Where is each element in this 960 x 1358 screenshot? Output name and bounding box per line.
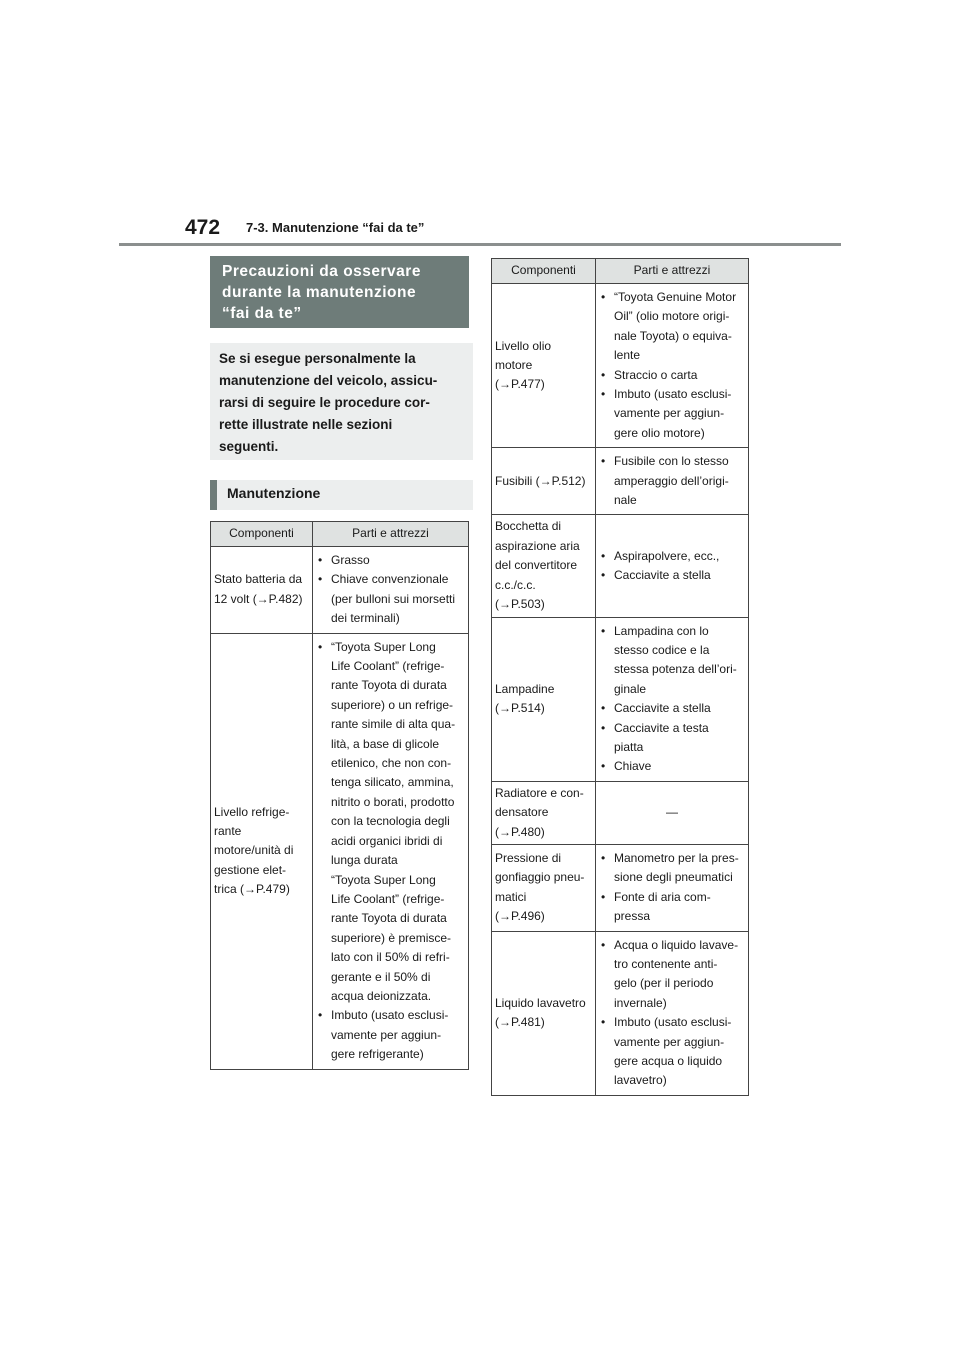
section-heading-line: “fai da te” — [222, 305, 302, 322]
parts-cell — [313, 547, 469, 634]
header-componenti: Componenti — [211, 522, 313, 547]
parts-line: amperaggio dell’origi- — [614, 473, 729, 488]
parts-line: Cacciavite a testa — [614, 720, 709, 735]
component-line: densatore — [495, 805, 549, 820]
component-line: motore — [495, 357, 533, 372]
table-header-row — [211, 522, 469, 547]
component-line: rante — [214, 823, 242, 838]
parts-line: Manometro per la pres- — [614, 850, 739, 865]
parts-item — [601, 622, 745, 700]
parts-line: lato con il 50% di refri- — [331, 950, 450, 965]
parts-line: lunga durata — [331, 853, 398, 868]
header-rule — [119, 243, 841, 246]
parts-line: Cacciavite a stella — [614, 701, 711, 716]
parts-line: gere acqua o liquido — [614, 1054, 723, 1069]
component-line: Livello olio — [495, 338, 552, 353]
parts-line: nale Toyota) o equiva- — [614, 328, 732, 343]
component-line: Fusibili (→P.512) — [495, 473, 586, 488]
component-line: Radiatore e con- — [495, 785, 584, 800]
parts-line: Chiave — [614, 759, 652, 774]
parts-line: superiore) o un refrige- — [331, 697, 454, 712]
parts-line: Imbuto (usato esclusi- — [331, 1008, 449, 1023]
component-cell — [492, 781, 596, 844]
component-cell — [492, 844, 596, 931]
component-line: (→P.514) — [495, 701, 545, 716]
parts-line: gelo (per il periodo — [614, 976, 714, 991]
parts-line: Acqua o liquido lavave- — [614, 937, 739, 952]
section-heading-line: durante la manutenzione — [222, 284, 417, 301]
parts-item — [601, 849, 745, 888]
parts-item — [601, 699, 745, 718]
parts-line: vamente per aggiun- — [614, 1034, 725, 1049]
parts-cell — [313, 633, 469, 1069]
parts-line: Life Coolant” (refrige- — [331, 659, 445, 674]
parts-list — [601, 288, 745, 443]
parts-line: Fonte di aria com- — [614, 889, 711, 904]
parts-cell — [596, 931, 749, 1095]
intro-line: seguenti. — [219, 439, 279, 454]
component-line: Liquido lavavetro — [495, 995, 586, 1010]
table-row — [492, 844, 749, 931]
parts-cell — [596, 617, 749, 781]
parts-line: Grasso — [331, 553, 370, 567]
parts-item — [318, 570, 465, 628]
component-line: (→P.481) — [495, 1015, 545, 1030]
component-line: gestione elet- — [214, 862, 287, 877]
component-cell — [492, 284, 596, 448]
section-heading — [210, 256, 469, 328]
parts-line: piatta — [614, 739, 644, 754]
parts-line: Imbuto (usato esclusi- — [614, 387, 732, 402]
parts-line: stesso codice e la — [614, 642, 710, 657]
component-cell — [211, 633, 313, 1069]
parts-line: sione degli pneumatici — [614, 870, 733, 885]
parts-item — [318, 638, 465, 1007]
parts-line: vamente per aggiun- — [614, 406, 725, 421]
header-parti-attrezzi: Parti e attrezzi — [596, 259, 749, 284]
parts-line: gere olio motore) — [614, 425, 705, 440]
page-number: 472 — [185, 216, 221, 239]
parts-item — [601, 1013, 745, 1091]
parts-line: Straccio o carta — [614, 367, 698, 382]
component-line: (→P.496) — [495, 909, 545, 924]
component-line: (→P.477) — [495, 377, 545, 392]
component-cell — [492, 515, 596, 617]
parts-cell — [596, 844, 749, 931]
parts-line: Imbuto (usato esclusi- — [614, 1015, 732, 1030]
parts-line: Fusibile con lo stesso — [614, 454, 729, 469]
parts-item — [318, 1006, 465, 1064]
parts-list — [601, 547, 745, 586]
section-heading-line: Precauzioni da osservare — [222, 263, 421, 280]
component-line: Lampadine — [495, 681, 555, 696]
parts-item — [601, 385, 745, 443]
table-row — [211, 547, 469, 634]
parts-line: rante Toyota di durata — [331, 678, 447, 693]
parts-line: ginale — [614, 681, 647, 696]
parts-cell — [596, 515, 749, 617]
component-line: Livello refrige- — [214, 804, 290, 819]
header-componenti: Componenti — [492, 259, 596, 284]
component-line: 12 volt (→P.482) — [214, 591, 303, 606]
component-line: Bocchetta di — [495, 519, 562, 534]
parts-line: vamente per aggiun- — [331, 1027, 442, 1042]
parts-item — [601, 757, 745, 776]
intro-line: Se si esegue personalmente la — [219, 351, 416, 366]
intro-line: rarsi di seguire le procedure cor- — [219, 395, 430, 410]
parts-line: “Toyota Super Long — [331, 639, 436, 654]
component-line: motore/unità di — [214, 843, 294, 858]
component-cell — [492, 448, 596, 515]
parts-line: stessa potenza dell’ori- — [614, 662, 737, 677]
parts-line: acqua deionizzata. — [331, 988, 432, 1003]
parts-line: nitrito o borati, prodotto — [331, 794, 455, 809]
parts-list — [318, 638, 465, 1065]
component-line: (→P.480) — [495, 824, 545, 839]
parts-item — [601, 888, 745, 927]
parts-line: gerante e il 50% di — [331, 969, 431, 984]
component-line: trica (→P.479) — [214, 882, 290, 897]
parts-line: gere refrigerante) — [331, 1047, 424, 1062]
component-cell — [492, 931, 596, 1095]
component-line: aspirazione aria — [495, 538, 580, 553]
parts-line: dei terminali) — [331, 611, 400, 626]
parts-line: Chiave convenzionale — [331, 572, 449, 587]
parts-item — [601, 452, 745, 510]
table-row — [211, 633, 469, 1069]
parts-line: rante simile di alta qua- — [331, 717, 456, 732]
table-row — [492, 284, 749, 448]
parts-item — [601, 719, 745, 758]
parts-line: nale — [614, 493, 637, 508]
parts-line: (per bulloni sui morsetti — [331, 591, 456, 606]
parts-line: pressa — [614, 909, 651, 924]
parts-line: rante Toyota di durata — [331, 911, 447, 926]
parts-item — [318, 551, 465, 570]
parts-line: “Toyota Super Long — [331, 872, 436, 887]
table-row — [492, 515, 749, 617]
parts-line: “Toyota Genuine Motor — [614, 290, 737, 304]
parts-line: lavavetro) — [614, 1073, 667, 1088]
parts-cell — [596, 284, 749, 448]
component-cell — [492, 617, 596, 781]
intro-line: rette illustrate nelle sezioni — [219, 417, 393, 432]
parts-list — [601, 622, 745, 777]
parts-cell — [596, 448, 749, 515]
header-parti-attrezzi: Parti e attrezzi — [313, 522, 469, 547]
component-line: del convertitore — [495, 558, 578, 573]
table-row — [492, 781, 749, 844]
table-header-row — [492, 259, 749, 284]
component-line: Stato batteria da — [214, 572, 303, 587]
parts-line: etilenico, che non con- — [331, 756, 452, 771]
parts-line: Aspirapolvere, ecc., — [614, 548, 720, 563]
intro-line: manutenzione del veicolo, assicu- — [219, 373, 438, 388]
parts-list — [601, 452, 745, 510]
parts-item — [601, 288, 745, 366]
parts-line: tro contenente anti- — [614, 957, 718, 971]
parts-item — [601, 366, 745, 385]
section-title: 7-3. Manutenzione “fai da te” — [246, 220, 425, 235]
table-row — [492, 931, 749, 1095]
component-line: Pressione di — [495, 850, 562, 865]
component-cell — [211, 547, 313, 634]
parts-line: lità, a base di glicole — [331, 736, 440, 751]
parts-line: con la tecnologia degli — [331, 814, 450, 829]
table-row — [492, 448, 749, 515]
subheading-text: Manutenzione — [227, 485, 321, 501]
parts-list — [601, 936, 745, 1091]
parts-line: acidi organici ibridi di — [331, 833, 443, 848]
parts-line: Oil” (olio motore origi- — [614, 309, 730, 324]
component-line: matici — [495, 889, 527, 904]
maintenance-table-right — [491, 258, 749, 1096]
parts-item — [601, 936, 745, 1014]
maintenance-table-left — [210, 521, 469, 1070]
component-line: c.c./c.c. — [495, 577, 536, 592]
table-row — [492, 617, 749, 781]
parts-line: lente — [614, 348, 641, 363]
parts-line: Life Coolant” (refrige- — [331, 891, 445, 906]
subheading-manutenzione — [210, 480, 473, 510]
component-line: (→P.503) — [495, 597, 545, 612]
parts-line: tenga silicato, ammina, — [331, 775, 454, 790]
parts-line: superiore) è premisce- — [331, 930, 452, 945]
parts-list — [601, 849, 745, 927]
parts-line: invernale) — [614, 995, 667, 1010]
parts-list — [318, 551, 465, 629]
parts-line: Cacciavite a stella — [614, 567, 711, 582]
parts-item — [601, 566, 745, 585]
empty-dash: — — [666, 805, 678, 820]
intro-note — [210, 343, 473, 460]
parts-line: Lampadina con lo — [614, 623, 709, 638]
component-line: gonfiaggio pneu- — [495, 870, 585, 885]
parts-item — [601, 547, 745, 566]
parts-cell — [596, 781, 749, 844]
